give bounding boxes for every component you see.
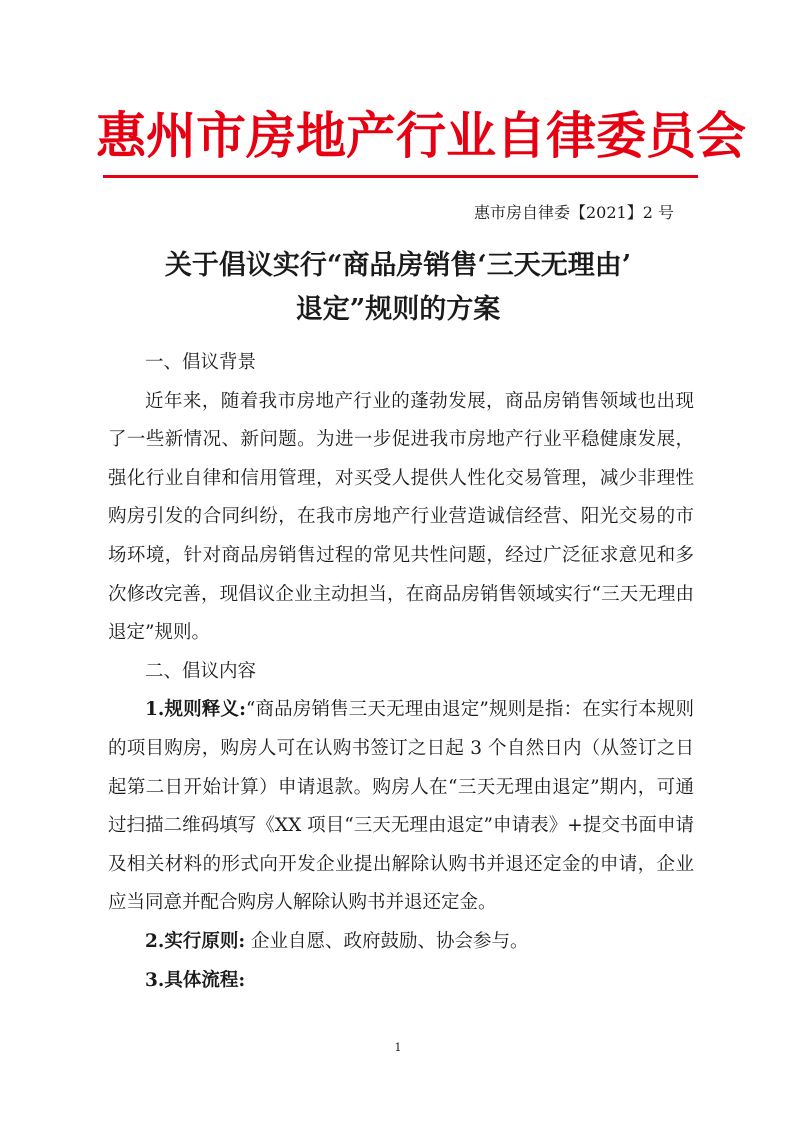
- section-heading-background: 一、倡议背景: [145, 352, 257, 373]
- document-title: [100, 244, 696, 332]
- organization-title: 惠州市房地产行业自律委员会: [96, 107, 746, 165]
- document-body: [108, 344, 694, 1000]
- rule-definition-paragraph: [108, 691, 694, 923]
- document-title-line-2: 退定”规则的方案: [295, 294, 501, 325]
- document-title-line-1: 关于倡议实行“商品房销售‘三天无理由’: [164, 250, 632, 281]
- section-heading-content: 二、倡议内容: [145, 660, 257, 682]
- rule-definition-text: “商品房销售三天无理由退定”规则是指：在实行本规则的项目购房，购房人可在认购书签订之日起 3 个自然日内（从签订之日起第二日开始计算）申请退款。购房人在“三天无理由退定”期内，可通过扫描二维码填写《XX 项目“三天无理由退定”申请表》+提交书面申请及相关材料的形式向开发企业提出解除认购书并退还定金的申请，企业应当同意并配合购房人解除认购书并退还定金。: [108, 699, 694, 914]
- document-number: 惠市房自律委【2021】2 号: [474, 203, 674, 222]
- principle-text: 企业自愿、政府鼓励、协会参与。: [251, 930, 529, 952]
- background-paragraph: 近年来，随着我市房地产行业的蓬勃发展，商品房销售领域也出现了一些新情况、新问题。为进一步促进我市房地产行业平稳健康发展，强化行业自律和信用管理，对买受人提供人性化交易管理，减少非理性购房引发的合同纠纷，在我市房地产行业营造诚信经营、阳光交易的市场环境，针对商品房销售过程的常见共性问题，经过广泛征求意见和多次修改完善，现倡议企业主动担当，在商品房销售领域实行“三天无理由退定”规则。: [108, 390, 694, 644]
- principle-paragraph: [108, 923, 694, 962]
- principle-label: 2.实行原则:: [145, 930, 246, 952]
- header-red-rule: [103, 175, 698, 178]
- process-paragraph: [108, 962, 694, 1001]
- page-number: 1: [394, 1041, 402, 1054]
- process-label: 3.具体流程:: [145, 969, 246, 991]
- rule-definition-label: 1.规则释义:: [145, 699, 246, 721]
